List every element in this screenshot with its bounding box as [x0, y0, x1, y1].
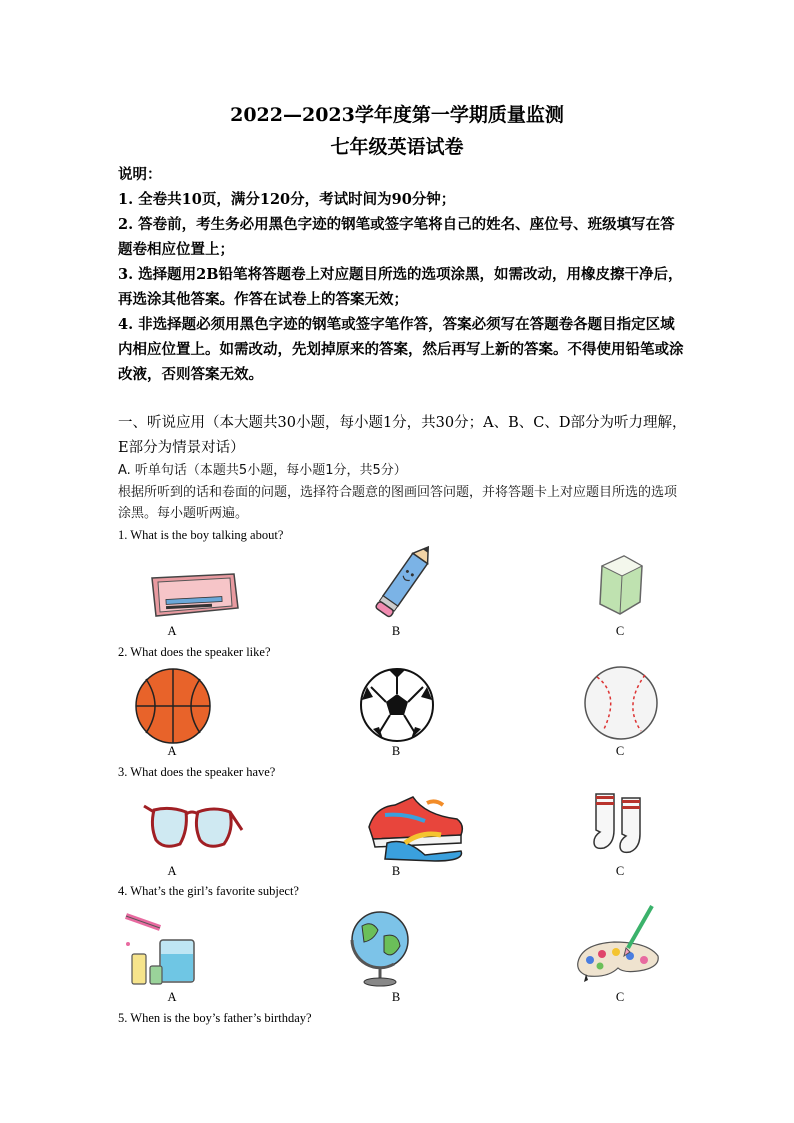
soccer-ball-icon: [359, 667, 435, 743]
question-4: 4. What’s the girl’s favorite subject?: [118, 884, 299, 898]
option-label: A: [167, 864, 177, 878]
question-1: 1. What is the boy talking about?: [118, 528, 284, 542]
instruction-item: 3. 选择题用2B铅笔将答题卷上对应题目所选的选项涂黑，如需改动，用橡皮擦干净后，再选涂其他答案。作答在试卷上的答案无效；: [118, 266, 683, 308]
option-label: B: [391, 864, 401, 878]
page-title: 2022—2023学年度第一学期质量监测: [230, 104, 564, 126]
option-label: B: [391, 990, 401, 1004]
socks-icon: [590, 790, 650, 856]
glasses-icon: [140, 800, 244, 856]
paint-palette-icon: [574, 904, 664, 984]
science-lab-icon: [120, 910, 212, 986]
section-heading: 一、听说应用（本大题共30小题，每小题1分，共30分；A、B、C、D部分为听力理解，E部分为情景对话）: [118, 415, 687, 456]
option-label: C: [615, 624, 625, 638]
option-label: A: [167, 624, 177, 638]
instruction-item: 4. 非选择题必须用黑色字迹的钢笔或签字笔作答，答案必须写在答题卷各题目指定区域内相应位置上。如需改动，先划掉原来的答案，然后再写上新的答案。不得使用铅笔或涂改液，否则答案无效。: [118, 316, 684, 383]
option-label: C: [615, 744, 625, 758]
part-description: 根据所听到的话和卷面的问题，选择符合题意的图画回答问题，并将答题卡上对应题目所选的选项涂黑。每小题听两遍。: [118, 485, 678, 521]
part-title: A. 听单句话（本题共5小题，每小题1分，共5分）: [118, 463, 407, 478]
pencil-icon: [370, 545, 436, 621]
eraser-icon: [596, 552, 646, 618]
globe-icon: [346, 906, 412, 988]
option-label: C: [615, 990, 625, 1004]
option-label: A: [167, 744, 177, 758]
basketball-icon: [134, 667, 212, 745]
instruction-item: 2. 答卷前，考生务必用黑色字迹的钢笔或签字笔将自己的姓名、座位号、班级填写在答题卷相应位置上；: [118, 216, 675, 258]
instruction-item: 1. 全卷共10页，满分120分，考试时间为90分钟；: [118, 191, 456, 208]
instructions-heading: 说明：: [118, 166, 162, 183]
question-2: 2. What does the speaker like?: [118, 645, 271, 659]
baseball-icon: [583, 665, 659, 741]
option-label: B: [391, 744, 401, 758]
page-subtitle: 七年级英语试卷: [330, 136, 464, 158]
question-3: 3. What does the speaker have?: [118, 765, 276, 779]
option-label: B: [391, 624, 401, 638]
option-label: C: [615, 864, 625, 878]
option-label: A: [167, 990, 177, 1004]
pencil-case-icon: [148, 568, 240, 620]
question-5: 5. When is the boy’s father’s birthday?: [118, 1011, 312, 1025]
sneakers-icon: [365, 785, 467, 861]
